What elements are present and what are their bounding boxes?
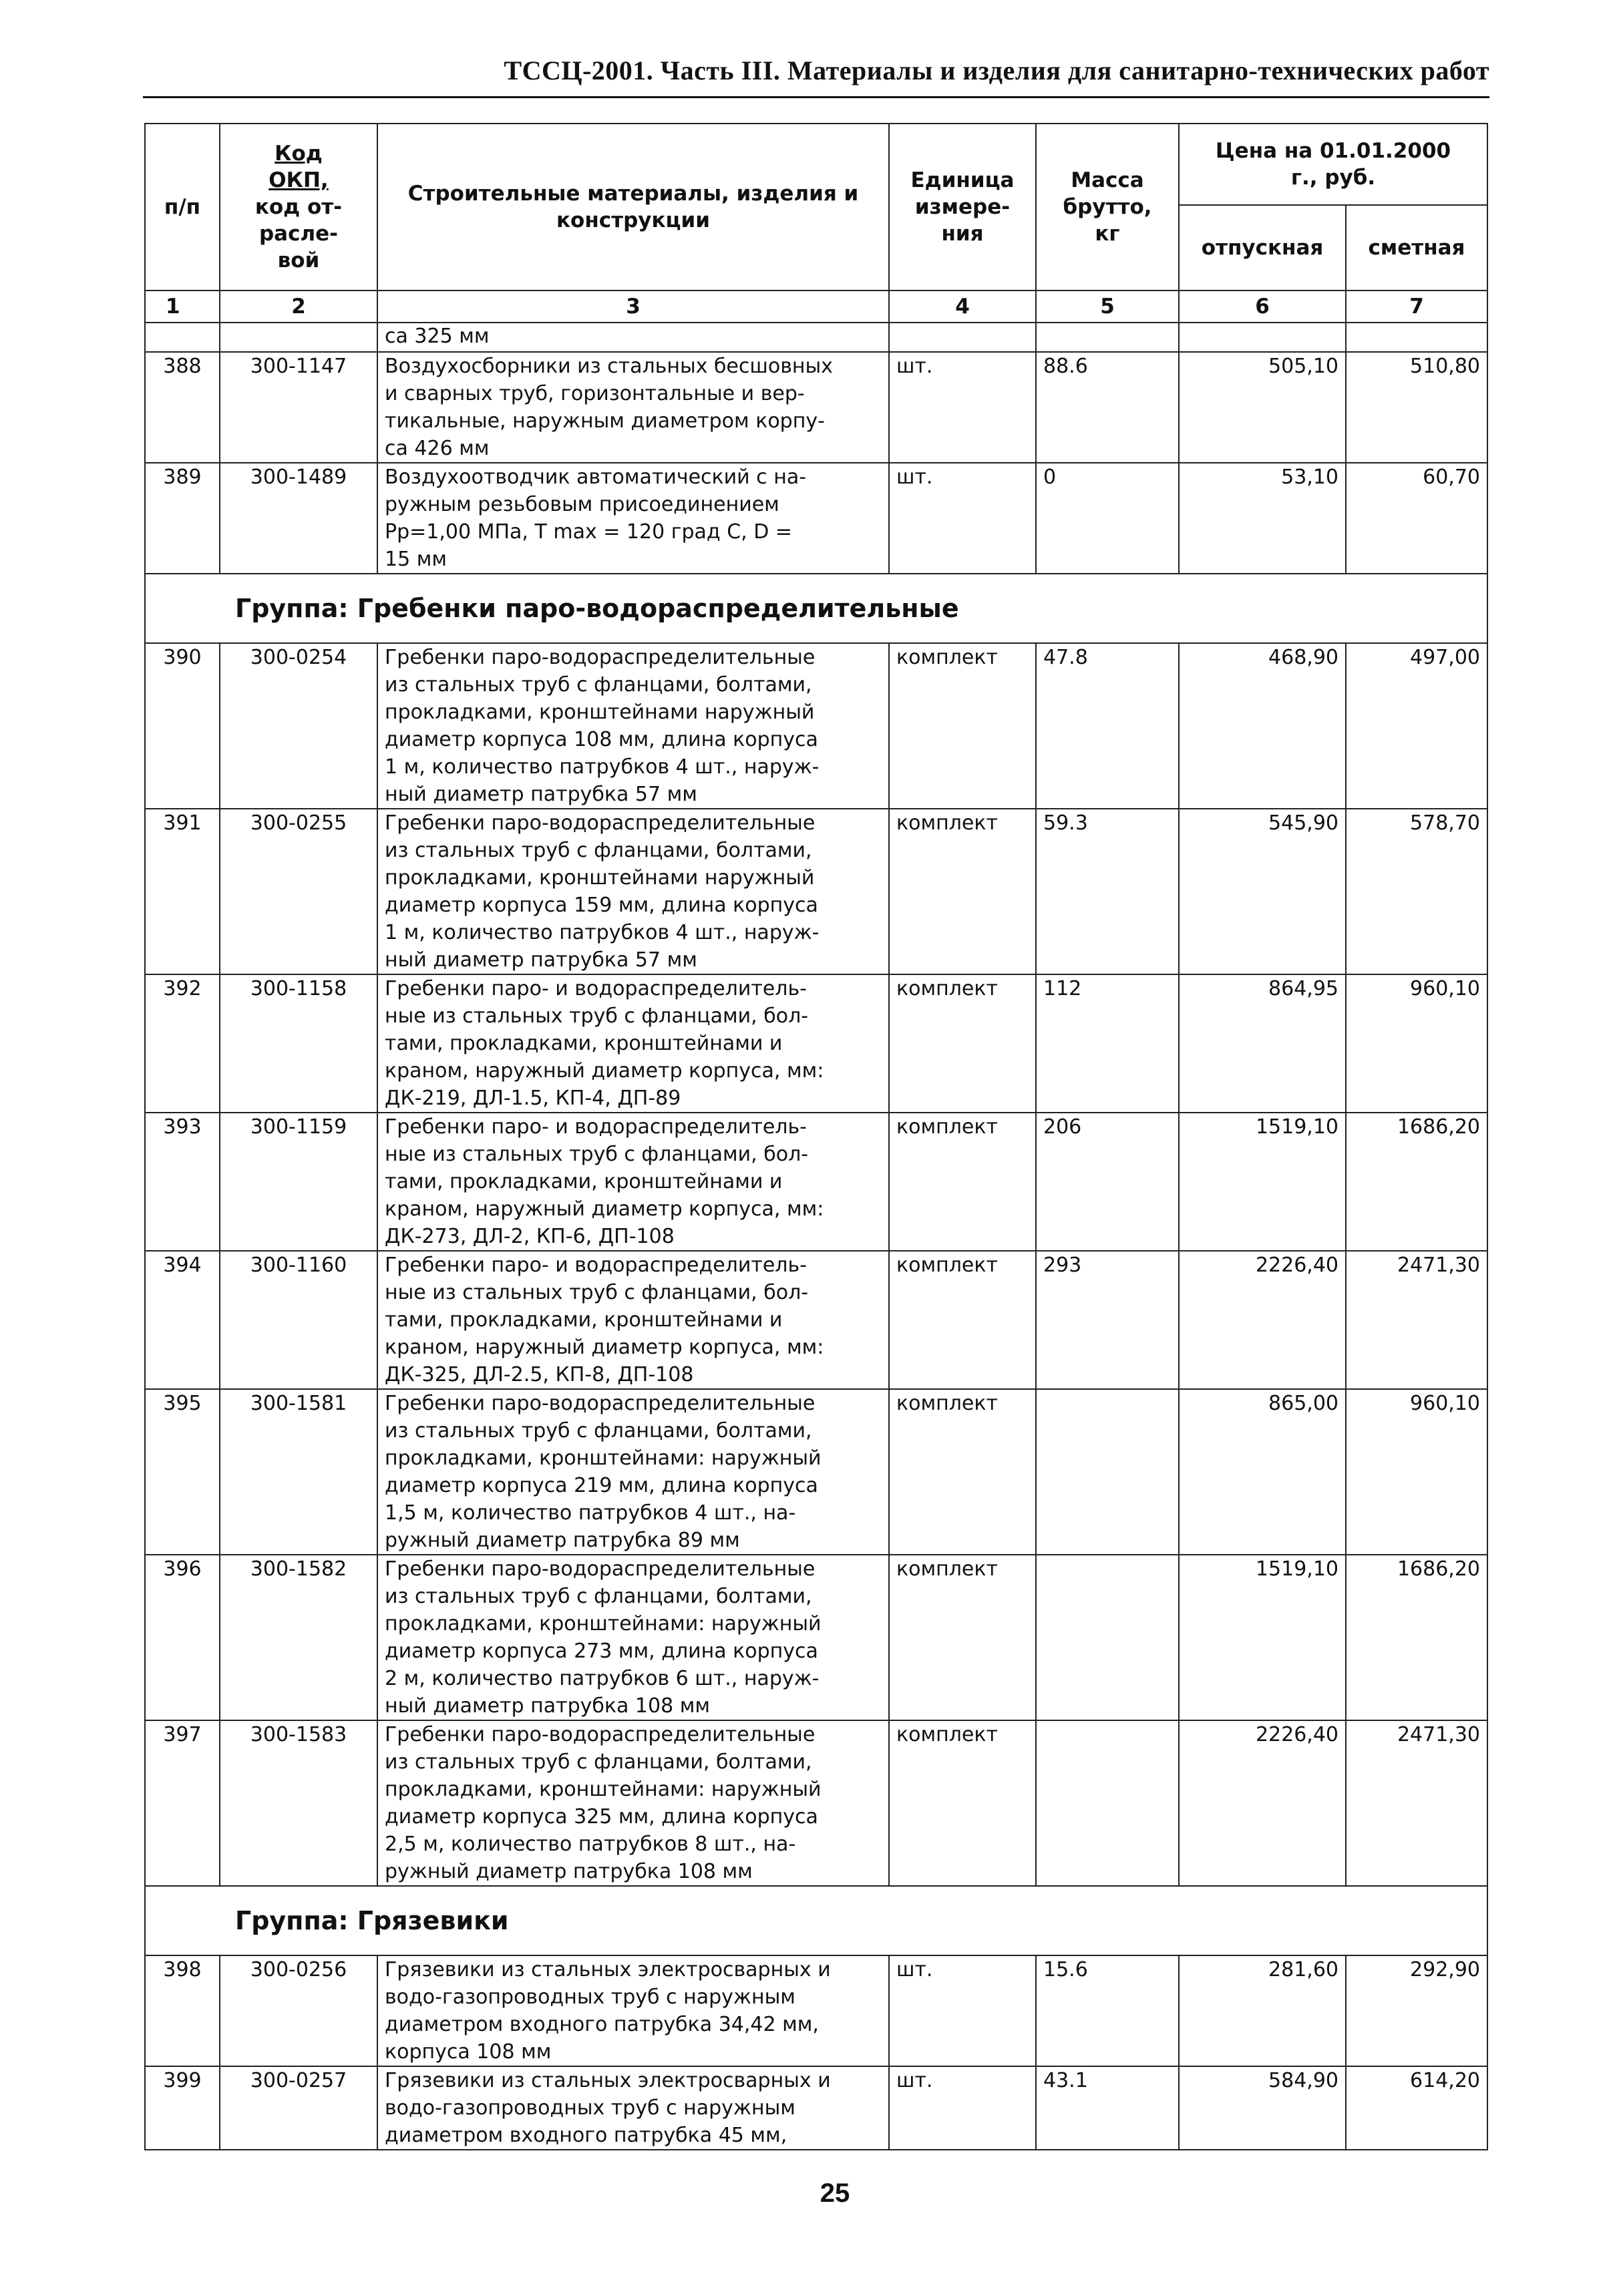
- description-line: диаметр корпуса 325 мм, длина корпуса: [385, 1805, 818, 1829]
- description-line: ружным резьбовым присоединением: [385, 493, 779, 516]
- row-okp-code: 300-1489: [220, 463, 377, 574]
- description-line: краном, наружный диаметр корпуса, мм:: [385, 1197, 824, 1221]
- description-line: ный диаметр патрубка 57 мм: [385, 948, 697, 972]
- row-price-estimate: 614,20: [1346, 2066, 1487, 2150]
- row-mass: 0: [1036, 463, 1179, 574]
- description-line: прокладками, кронштейнами: наружный: [385, 1778, 822, 1801]
- description-line: тами, прокладками, кронштейнами и: [385, 1170, 783, 1193]
- row-description: [377, 463, 889, 574]
- row-okp-code: 300-1583: [220, 1720, 377, 1886]
- row-price-release: 468,90: [1179, 643, 1346, 809]
- table-row: [145, 1720, 1487, 1886]
- row-price-release: 864,95: [1179, 974, 1346, 1113]
- row-unit: шт.: [889, 2066, 1036, 2150]
- description-line: прокладками, кронштейнами: наружный: [385, 1447, 822, 1470]
- row-number: 397: [145, 1720, 220, 1886]
- table-row: [145, 1555, 1487, 1720]
- row-price-estimate: 292,90: [1346, 1955, 1487, 2066]
- row-number: 392: [145, 974, 220, 1113]
- row-mass: 43.1: [1036, 2066, 1179, 2150]
- row-description: [377, 1955, 889, 2066]
- row-price-estimate: 960,10: [1346, 974, 1487, 1113]
- column-numbers-row: [145, 291, 1487, 323]
- row-mass: [1036, 1720, 1179, 1886]
- row-description: [377, 2066, 889, 2150]
- row-mass: [1036, 1555, 1179, 1720]
- description-line: Гребенки паро-водораспределительные: [385, 1723, 816, 1746]
- description-line: Гребенки паро-водораспределительные: [385, 811, 816, 835]
- description-line: ДК-219, ДЛ-1.5, КП-4, ДП-89: [385, 1087, 681, 1110]
- row-number: 398: [145, 1955, 220, 2066]
- header-price-estimate: сметная: [1346, 205, 1487, 291]
- row-price-release: 2226,40: [1179, 1720, 1346, 1886]
- header-price: Цена на 01.01.2000 г., руб.: [1179, 124, 1487, 205]
- description-line: диаметром входного патрубка 45 мм,: [385, 2124, 787, 2147]
- page-number: 25: [820, 2178, 850, 2208]
- row-description: [377, 352, 889, 463]
- row-mass: 88.6: [1036, 352, 1179, 463]
- description-line: диаметром входного патрубка 34,42 мм,: [385, 2013, 819, 2036]
- description-line: Воздухосборники из стальных бесшовных: [385, 355, 833, 378]
- description-line: ДК-325, ДЛ-2.5, КП-8, ДП-108: [385, 1363, 694, 1386]
- row-unit: комплект: [889, 1389, 1036, 1555]
- row-price-release: 1519,10: [1179, 1113, 1346, 1251]
- row-okp-code: 300-1160: [220, 1251, 377, 1389]
- continuation-row: [145, 323, 1487, 352]
- description-line: 2 м, количество патрубков 6 шт., наруж-: [385, 1667, 820, 1690]
- row-price-release: 865,00: [1179, 1389, 1346, 1555]
- header-unit: Единица измере- ния: [889, 124, 1036, 291]
- row-unit: комплект: [889, 1555, 1036, 1720]
- description-line: из стальных труб с фланцами, болтами,: [385, 1419, 812, 1443]
- description-line: прокладками, кронштейнами: наружный: [385, 1612, 822, 1636]
- table-row: [145, 1113, 1487, 1251]
- continuation-text: са 325 мм: [377, 323, 889, 352]
- description-line: ные из стальных труб с фланцами, бол-: [385, 1281, 809, 1304]
- row-price-estimate: 960,10: [1346, 1389, 1487, 1555]
- row-unit: комплект: [889, 809, 1036, 974]
- row-number: 394: [145, 1251, 220, 1389]
- header-mass: Масса брутто, кг: [1036, 124, 1179, 291]
- description-line: диаметр корпуса 159 мм, длина корпуса: [385, 894, 818, 917]
- row-okp-code: 300-1581: [220, 1389, 377, 1555]
- description-line: из стальных труб с фланцами, болтами,: [385, 1750, 812, 1774]
- row-unit: комплект: [889, 1113, 1036, 1251]
- row-description: [377, 1720, 889, 1886]
- description-line: водо-газопроводных труб с наружным: [385, 2096, 795, 2120]
- header-code: Код ОКП, код от- расле- вой: [220, 124, 377, 291]
- description-line: ружный диаметр патрубка 108 мм: [385, 1860, 753, 1883]
- row-mass: 59.3: [1036, 809, 1179, 974]
- table-row: [145, 809, 1487, 974]
- description-line: диаметр корпуса 219 мм, длина корпуса: [385, 1474, 818, 1497]
- description-line: ные из стальных труб с фланцами, бол-: [385, 1143, 809, 1166]
- column-number: 4: [889, 291, 1036, 323]
- row-price-estimate: 578,70: [1346, 809, 1487, 974]
- description-line: ДК-273, ДЛ-2, КП-6, ДП-108: [385, 1225, 675, 1248]
- description-line: Грязевики из стальных электросварных и: [385, 2069, 831, 2092]
- column-number: 7: [1346, 291, 1487, 323]
- row-okp-code: 300-0254: [220, 643, 377, 809]
- row-number: 395: [145, 1389, 220, 1555]
- row-okp-code: 300-0256: [220, 1955, 377, 2066]
- table-row: [145, 974, 1487, 1113]
- group-heading: Группа: Грязевики: [145, 1886, 1487, 1955]
- row-price-release: 584,90: [1179, 2066, 1346, 2150]
- description-line: тами, прокладками, кронштейнами и: [385, 1308, 783, 1332]
- row-price-release: 53,10: [1179, 463, 1346, 574]
- row-price-release: 2226,40: [1179, 1251, 1346, 1389]
- row-price-estimate: 1686,20: [1346, 1555, 1487, 1720]
- header-materials: Строительные материалы, изделия и конструкции: [377, 124, 889, 291]
- row-okp-code: 300-1158: [220, 974, 377, 1113]
- row-okp-code: 300-1147: [220, 352, 377, 463]
- row-price-release: 505,10: [1179, 352, 1346, 463]
- description-line: ружный диаметр патрубка 89 мм: [385, 1529, 740, 1552]
- row-number: 389: [145, 463, 220, 574]
- description-line: Гребенки паро-водораспределительные: [385, 646, 816, 669]
- column-number: 1: [145, 291, 220, 323]
- column-number: 2: [220, 291, 377, 323]
- row-okp-code: 300-0257: [220, 2066, 377, 2150]
- row-number: 390: [145, 643, 220, 809]
- description-line: Гребенки паро-водораспределительные: [385, 1392, 816, 1415]
- header-rule: [143, 96, 1489, 98]
- description-line: Воздухоотводчик автоматический с на-: [385, 465, 807, 489]
- row-number: 391: [145, 809, 220, 974]
- description-line: из стальных труб с фланцами, болтами,: [385, 673, 812, 697]
- row-unit: шт.: [889, 1955, 1036, 2066]
- description-line: са 426 мм: [385, 437, 490, 460]
- column-number: 5: [1036, 291, 1179, 323]
- table-row: [145, 352, 1487, 463]
- group-heading: Группа: Гребенки паро-водораспределительные: [145, 574, 1487, 643]
- description-line: диаметр корпуса 108 мм, длина корпуса: [385, 728, 818, 751]
- description-line: из стальных труб с фланцами, болтами,: [385, 1585, 812, 1608]
- description-line: из стальных труб с фланцами, болтами,: [385, 839, 812, 862]
- description-line: 1,5 м, количество патрубков 4 шт., на-: [385, 1501, 796, 1525]
- row-okp-code: 300-0255: [220, 809, 377, 974]
- row-unit: комплект: [889, 1251, 1036, 1389]
- description-line: Рр=1,00 МПа, Т max = 120 град С, D =: [385, 520, 792, 544]
- row-description: [377, 809, 889, 974]
- column-number: 6: [1179, 291, 1346, 323]
- row-price-release: 545,90: [1179, 809, 1346, 974]
- row-description: [377, 1113, 889, 1251]
- table-row: [145, 2066, 1487, 2150]
- row-price-estimate: 2471,30: [1346, 1251, 1487, 1389]
- description-line: 15 мм: [385, 548, 447, 571]
- description-line: прокладками, кронштейнами наружный: [385, 866, 815, 890]
- description-line: водо-газопроводных труб с наружным: [385, 1985, 795, 2009]
- description-line: 1 м, количество патрубков 4 шт., наруж-: [385, 755, 820, 779]
- description-line: краном, наружный диаметр корпуса, мм:: [385, 1336, 824, 1359]
- row-description: [377, 1389, 889, 1555]
- row-price-estimate: 60,70: [1346, 463, 1487, 574]
- description-line: ные из стальных труб с фланцами, бол-: [385, 1004, 809, 1028]
- description-line: краном, наружный диаметр корпуса, мм:: [385, 1059, 824, 1083]
- row-mass: 293: [1036, 1251, 1179, 1389]
- row-unit: шт.: [889, 463, 1036, 574]
- table-row: [145, 1251, 1487, 1389]
- description-line: тами, прокладками, кронштейнами и: [385, 1032, 783, 1055]
- row-price-estimate: 497,00: [1346, 643, 1487, 809]
- table-row: [145, 1955, 1487, 2066]
- description-line: прокладками, кронштейнами наружный: [385, 701, 815, 724]
- row-price-release: 281,60: [1179, 1955, 1346, 2066]
- row-okp-code: 300-1582: [220, 1555, 377, 1720]
- row-number: 399: [145, 2066, 220, 2150]
- table-row: [145, 463, 1487, 574]
- row-okp-code: 300-1159: [220, 1113, 377, 1251]
- description-line: диаметр корпуса 273 мм, длина корпуса: [385, 1640, 818, 1663]
- row-unit: комплект: [889, 974, 1036, 1113]
- description-line: корпуса 108 мм: [385, 2040, 552, 2064]
- row-mass: [1036, 1389, 1179, 1555]
- table-row: [145, 643, 1487, 809]
- description-line: Гребенки паро- и водораспределитель-: [385, 977, 807, 1000]
- row-price-estimate: 1686,20: [1346, 1113, 1487, 1251]
- description-line: 1 м, количество патрубков 4 шт., наруж-: [385, 921, 820, 944]
- row-mass: 15.6: [1036, 1955, 1179, 2066]
- row-number: 388: [145, 352, 220, 463]
- description-line: и сварных труб, горизонтальные и вер-: [385, 382, 805, 405]
- row-unit: комплект: [889, 643, 1036, 809]
- row-description: [377, 974, 889, 1113]
- row-number: 393: [145, 1113, 220, 1251]
- materials-price-table: [144, 123, 1488, 2150]
- row-number: 396: [145, 1555, 220, 1720]
- description-line: Грязевики из стальных электросварных и: [385, 1958, 831, 1981]
- row-price-release: 1519,10: [1179, 1555, 1346, 1720]
- description-line: Гребенки паро- и водораспределитель-: [385, 1115, 807, 1139]
- row-mass: 206: [1036, 1113, 1179, 1251]
- table-row: [145, 1389, 1487, 1555]
- column-number: 3: [377, 291, 889, 323]
- header-pp: п/п: [145, 124, 220, 291]
- row-unit: комплект: [889, 1720, 1036, 1886]
- row-mass: 47.8: [1036, 643, 1179, 809]
- group-row: [145, 574, 1487, 643]
- description-line: тикальные, наружным диаметром корпу-: [385, 409, 825, 433]
- description-line: Гребенки паро-водораспределительные: [385, 1557, 816, 1581]
- document-header-title: ТССЦ-2001. Часть III. Материалы и изделия для санитарно-технических работ: [504, 55, 1489, 85]
- row-description: [377, 1555, 889, 1720]
- row-unit: шт.: [889, 352, 1036, 463]
- row-description: [377, 643, 889, 809]
- description-line: ный диаметр патрубка 57 мм: [385, 783, 697, 806]
- header-price-release: отпускная: [1179, 205, 1346, 291]
- row-price-estimate: 2471,30: [1346, 1720, 1487, 1886]
- description-line: ный диаметр патрубка 108 мм: [385, 1694, 710, 1718]
- description-line: Гребенки паро- и водораспределитель-: [385, 1254, 807, 1277]
- row-description: [377, 1251, 889, 1389]
- group-row: [145, 1886, 1487, 1955]
- row-mass: 112: [1036, 974, 1179, 1113]
- description-line: 2,5 м, количество патрубков 8 шт., на-: [385, 1833, 796, 1856]
- row-price-estimate: 510,80: [1346, 352, 1487, 463]
